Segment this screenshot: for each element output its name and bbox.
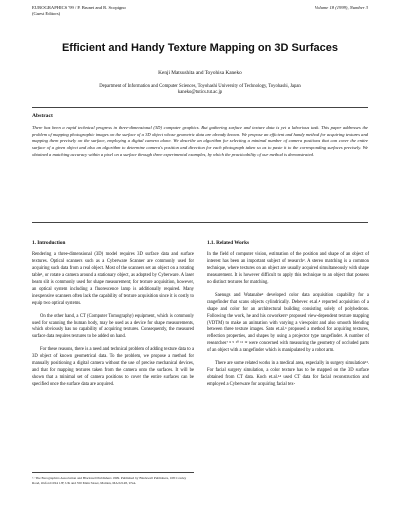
paper-title: Efficient and Handy Texture Mapping on 3D Surfaces (61, 42, 339, 54)
affiliation (0, 84, 400, 96)
email: kaneko@tutics.tut.ac.jp (177, 90, 223, 96)
running-header-left (32, 5, 126, 16)
paragraph: For these reasons, there is a need and technical problem of adding texture data to a 3D object of known geometrical data. To the problem, we propose a method for manually positioning a digital camera without the use of precise mechanical devices, and that for mapping textures taken from the camera onto the surfaces. It will be shown that a minimal set of camera positions to cover the entire surfaces can be specified once the surface data are acquired. (32, 347, 194, 388)
paragraph: Rendering a three-dimensional (3D) model requires 3D surface data and surface textures. Optical scanners such as a Cyberware Scanner are commonly used for acquiring such data from a real object. Most of the scanners set an object on a rotating table¹, or rotate a camera around a stationary object, as adopted by Cyberware. A laser beam slit is commonly used for shape measurement; for texture acquisition, however, an optical system including a fluorescence lamp is additionally required. Many inexpensive scanners often lack the capability of texture acquisition since it is costly to equip two optical systems. (32, 251, 194, 306)
abstract-text: There has been a rapid technical progress in three-dimensional (3D) computer graphics. But gathering surface and texture data is yet a laborious task. This paper addresses the problem of mapping photographic images on the surface of a 3D object whose geometric data are already known. We propose an efficient and handy method for acquiring textures and mapping them precisely on the surface, employing a digital camera alone. We describe an algorithm for selecting a minimal number of camera positions that can cover the entire surface of a given object and also an algorithm to determine camera's position and direction for each photograph taken so as to paste it to the corresponding surfaces precisely. We obtained a matching accuracy within a pixel on a surface through three experimental examples, by which the practicability of our method is demonstrated. (32, 125, 368, 157)
paragraph: On the other hand, a CT (Computer Tomography) equipment, which is commonly used for scanning the human body, may be used as a device for shape measurements, which obviously has no capability of acquiring textures. Consequently, the measured surface data requires textures to be added on hand. (32, 313, 194, 340)
right-column (207, 240, 369, 395)
journal-line: EUROGRAPHICS '99 / P. Brunet and R. Scopigno (32, 5, 126, 10)
affiliation-line: Department of Information and Computer Sciences, Toyohashi University of Technology, Toyohashi, Japan (99, 84, 301, 89)
section-heading-introduction: 1. Introduction (32, 240, 66, 246)
running-header-right (315, 5, 368, 11)
paragraph: Saenugs and Watanabe³ developed color data acquisition capability for a rangefinder that scans objects cylindrically. Debevec et.al.⁴ reported acquisition of a shape and color for an architectural building consisting solely of polyhedrons. Following the work, he and his coworkers⁵ proposed view-dependent texture mapping (VDTM) to make an animation with varying a viewpoint and also smooth blending between three texture images. Sato et.al.⁶ proposed a method for acquiring textures, reflection properties, and shapes by using a projector type rangefinder. A number of researches⁷ ⁸ ⁹ ¹⁰ ¹¹ ¹² were concerned with measuring the geometry of occluded parts of an object with a rangefinder which is manipulated by a robot arm. (207, 292, 369, 354)
editors-line: (Guest Editors) (32, 10, 61, 16)
paragraph: In the field of computer vision, estimation of the position and shape of an object of interest has been an important subject of research². A stereo matching is a common technique, where textures on an object are usually acquired simultaneously with shape measurement. It is however difficult to apply this technique to an object that possess no distinct textures for matching. (207, 251, 369, 285)
abstract-heading: Abstract (32, 113, 53, 119)
section-heading-related-works: 1.1. Related Works (207, 240, 249, 246)
paragraph: There are some related works in a medical area, especially in surgery simulation¹³. For facial surgery simulation, a color texture has to be mapped on the 3D surface obtained from CT data. Koch et.al.¹⁴ used CT data for facial reconstruction and employed a Cyberware for acquiring facial tex- (207, 361, 369, 388)
copyright-footnote: © The Eurographics Association and Blackwell Publishers 1999. Published by Blackwell Publishers, 108 Cowley Road, Oxford OX4 1JF, UK and 350 Main Street, Malden, MA 02148, USA. (32, 472, 194, 485)
authors: Kenji Matsushita and Toyohisa Kaneko (158, 70, 242, 76)
left-column (32, 240, 194, 395)
volume-line: Volume 18 (1999), Number 3 (314, 5, 368, 10)
